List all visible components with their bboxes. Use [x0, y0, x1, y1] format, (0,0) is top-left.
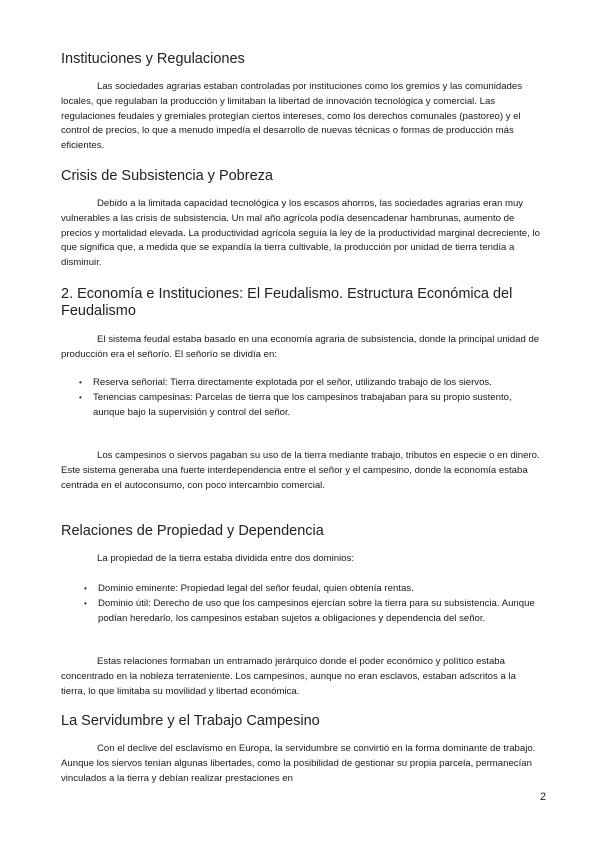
paragraph-relaciones: La propiedad de la tierra estaba dividida entre dos dominios:	[97, 553, 355, 564]
paragraph-feudalismo: El sistema feudal estaba basado en una economía agraria de subsistencia, donde la principal unidad de producción era el señorío. El señorío se dividía en:	[61, 334, 540, 360]
bullet-icon: •	[84, 584, 87, 593]
section-heading-feudalismo: 2. Economía e Instituciones: El Feudalismo. Estructura Económica del Feudalismo	[61, 286, 513, 319]
list-item: • Dominio útil: Derecho de uso que los campesinos ejercían sobre la tierra para su subsistencia. Aunque podían heredarlo, los campesinos estaban sujetos a obligaciones y dependencia del señor.	[84, 597, 535, 624]
paragraph-crisis: Debido a la limitada capacidad tecnológica y los escasos ahorros, las sociedades agrarias eran muy vulnerables a las crisis de subsistencia. Un mal año agrícola podía desencadenar hambrunas, aumento de precios y mortalidad elevada. La productividad agrícola seguía la ley de la productividad marginal decreciente, lo que significa que, a medida que se expandía la tierra cultivable, la producción por unidad de tierra tendía a disminuir.	[61, 198, 540, 269]
list-item: • Dominio eminente: Propiedad legal del señor feudal, quien obtenía rentas.	[98, 582, 543, 597]
paragraph-jerarquia: Estas relaciones formaban un entramado jerárquico donde el poder económico y político estaba concentrado en la nobleza terrateniente. Los campesinos, aunque no eran esclavos, estaban adscritos a la tierra, lo que limitaba su movilidad y libertad económica.	[61, 656, 516, 697]
bullet-icon: •	[79, 378, 82, 387]
section-heading-crisis: Crisis de Subsistencia y Pobreza	[61, 168, 273, 184]
list-item: • Tenencias campesinas: Parcelas de tierra que los campesinos trabajaban para su propio sustento, aunque bajo la supervisión y control del señor.	[79, 391, 512, 418]
bullet-list-senorio	[79, 376, 543, 420]
paragraph-instituciones: Las sociedades agrarias estaban controladas por instituciones como los gremios y las comunidades locales, que regulaban la producción y limitaban la libertad de innovación tecnológica y comercial. Las regulaciones feudales y gremiales protegían ciertos intereses, como los derechos comunales (pastoreo) y el control de precios, lo que a menudo impedía el desarrollo de nuevas técnicas o formas de producción más eficientes.	[61, 81, 523, 152]
list-item: • Reserva señorial: Tierra directamente explotada por el señor, utilizando trabajo de los siervos.	[93, 376, 543, 391]
paragraph-campesinos: Los campesinos o siervos pagaban su uso de la tierra mediante trabajo, tributos en especie o en dinero. Este sistema generaba una fuerte interdependencia entre el señor y el campesino, donde la economía estaba centrada en el autoconsumo, con poco intercambio comercial.	[61, 450, 540, 491]
section-heading-servidumbre: La Servidumbre y el Trabajo Campesino	[61, 713, 320, 729]
section-heading-relaciones: Relaciones de Propiedad y Dependencia	[61, 523, 324, 539]
bullet-icon: •	[79, 392, 82, 402]
bullet-icon: •	[84, 598, 87, 608]
page-number: 2	[540, 791, 547, 803]
paragraph-servidumbre: Con el declive del esclavismo en Europa, la servidumbre se convirtió en la forma dominante de trabajo. Aunque los siervos tenían algunas libertades, como la posibilidad de gestionar su propia parcela, permanecían vinculados a la tierra y debían realizar prestaciones en	[61, 743, 536, 784]
section-heading-instituciones: Instituciones y Regulaciones	[61, 51, 245, 67]
bullet-list-dominios	[84, 582, 543, 626]
